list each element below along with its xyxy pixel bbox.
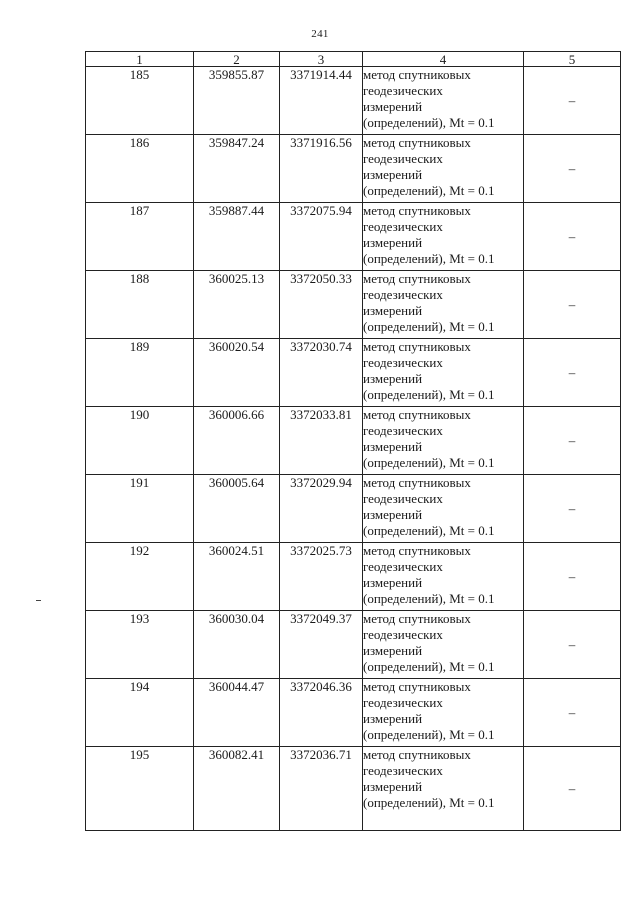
coordinate-x: 360005.64	[194, 475, 280, 543]
table-row	[86, 747, 621, 831]
coordinate-x: 359887.44	[194, 203, 280, 271]
table-header	[86, 52, 621, 67]
point-number: 193	[86, 611, 194, 679]
point-number: 188	[86, 271, 194, 339]
point-number: 190	[86, 407, 194, 475]
coordinate-y: 3372049.37	[280, 611, 363, 679]
header-row	[86, 52, 621, 67]
accuracy-note: –	[524, 611, 621, 679]
coordinate-y: 3371914.44	[280, 67, 363, 135]
measurement-method: метод спутниковых геодезических измерений (определений), Mt = 0.1	[363, 543, 524, 611]
coordinate-y: 3372025.73	[280, 543, 363, 611]
coordinate-x: 360082.41	[194, 747, 280, 831]
coordinate-x: 359847.24	[194, 135, 280, 203]
table-row	[86, 135, 621, 203]
coordinate-y: 3372050.33	[280, 271, 363, 339]
measurement-method: метод спутниковых геодезических измерений (определений), Mt = 0.1	[363, 475, 524, 543]
measurement-method: метод спутниковых геодезических измерений (определений), Mt = 0.1	[363, 67, 524, 135]
point-number: 185	[86, 67, 194, 135]
header-col-4: 4	[363, 52, 524, 67]
measurement-method: метод спутниковых геодезических измерений (определений), Mt = 0.1	[363, 203, 524, 271]
coordinates-table	[85, 51, 621, 831]
point-number: 191	[86, 475, 194, 543]
accuracy-note: –	[524, 67, 621, 135]
margin-mark	[36, 600, 41, 601]
table-row	[86, 475, 621, 543]
coordinate-x: 360020.54	[194, 339, 280, 407]
coordinate-y: 3372029.94	[280, 475, 363, 543]
header-col-2: 2	[194, 52, 280, 67]
point-number: 194	[86, 679, 194, 747]
coordinate-y: 3372075.94	[280, 203, 363, 271]
accuracy-note: –	[524, 271, 621, 339]
table-row	[86, 203, 621, 271]
table-row	[86, 543, 621, 611]
coordinate-x: 360025.13	[194, 271, 280, 339]
measurement-method: метод спутниковых геодезических измерений (определений), Mt = 0.1	[363, 407, 524, 475]
accuracy-note: –	[524, 203, 621, 271]
table-row	[86, 339, 621, 407]
table-row	[86, 271, 621, 339]
table-row	[86, 679, 621, 747]
table-row	[86, 407, 621, 475]
coordinate-y: 3372033.81	[280, 407, 363, 475]
measurement-method: метод спутниковых геодезических измерений (определений), Mt = 0.1	[363, 135, 524, 203]
coordinate-x: 360006.66	[194, 407, 280, 475]
coordinate-y: 3372046.36	[280, 679, 363, 747]
point-number: 192	[86, 543, 194, 611]
accuracy-note: –	[524, 679, 621, 747]
coordinate-x: 359855.87	[194, 67, 280, 135]
point-number: 186	[86, 135, 194, 203]
coordinate-x: 360044.47	[194, 679, 280, 747]
accuracy-note: –	[524, 135, 621, 203]
point-number: 195	[86, 747, 194, 831]
measurement-method: метод спутниковых геодезических измерений (определений), Mt = 0.1	[363, 339, 524, 407]
coordinate-x: 360024.51	[194, 543, 280, 611]
accuracy-note: –	[524, 747, 621, 831]
coordinate-y: 3372036.71	[280, 747, 363, 831]
point-number: 187	[86, 203, 194, 271]
measurement-method: метод спутниковых геодезических измерений (определений), Mt = 0.1	[363, 271, 524, 339]
accuracy-note: –	[524, 543, 621, 611]
measurement-method: метод спутниковых геодезических измерений (определений), Mt = 0.1	[363, 611, 524, 679]
table-row	[86, 67, 621, 135]
accuracy-note: –	[524, 339, 621, 407]
accuracy-note: –	[524, 475, 621, 543]
coordinate-y: 3371916.56	[280, 135, 363, 203]
page-number: 241	[311, 28, 329, 40]
accuracy-note: –	[524, 407, 621, 475]
coordinate-x: 360030.04	[194, 611, 280, 679]
header-col-1: 1	[86, 52, 194, 67]
measurement-method: метод спутниковых геодезических измерений (определений), Mt = 0.1	[363, 679, 524, 747]
header-col-3: 3	[280, 52, 363, 67]
coordinate-y: 3372030.74	[280, 339, 363, 407]
header-col-5: 5	[524, 52, 621, 67]
table-row	[86, 611, 621, 679]
point-number: 189	[86, 339, 194, 407]
table-body	[86, 67, 621, 831]
measurement-method: метод спутниковых геодезических измерений (определений), Mt = 0.1	[363, 747, 524, 831]
